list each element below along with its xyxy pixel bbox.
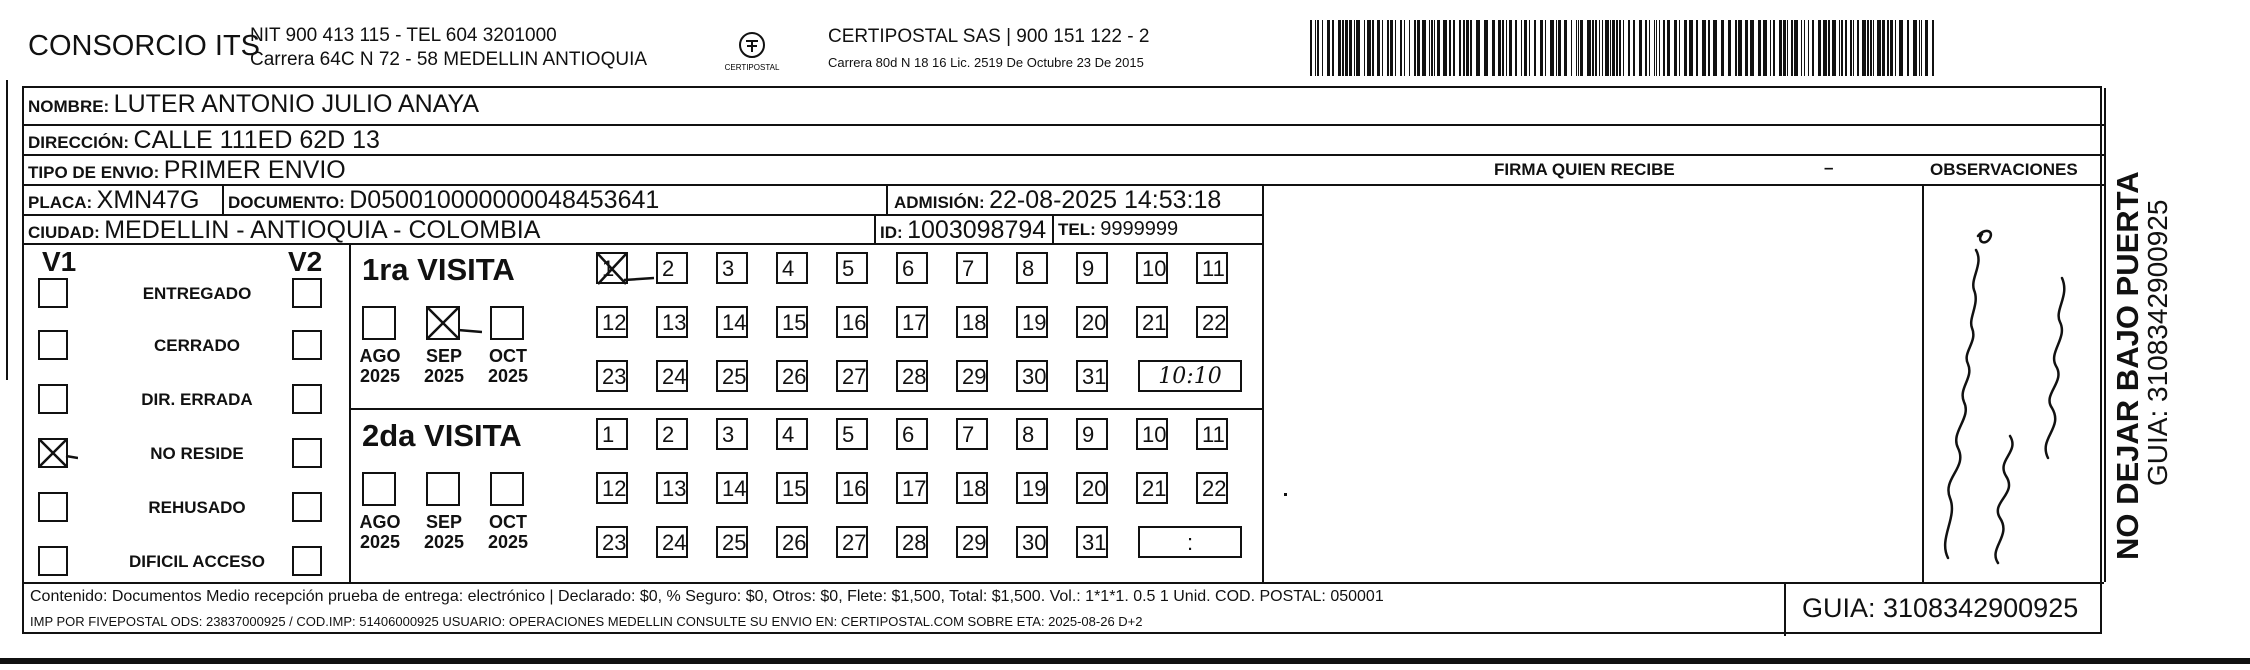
barcode-bar [1338,20,1341,76]
tipo-label: TIPO DE ENVIO: [28,163,160,182]
courier-license: Carrera 80d N 18 16 Lic. 2519 De Octubre 23 De 2015 [828,55,1144,70]
day-box[interactable]: 16 [836,306,868,338]
observaciones-handwriting [1928,218,2098,578]
v1-checkbox[interactable] [38,384,68,414]
barcode-bar [1633,20,1635,76]
barcode-bar [1310,20,1312,76]
day-box[interactable]: 22 [1196,306,1228,338]
barcode-bar [1345,20,1348,76]
barcode-bar [1818,20,1821,76]
day-box[interactable]: 5 [836,252,868,284]
month-name: AGO [359,346,401,366]
barcode-bar [1476,20,1480,76]
barcode-bar [1623,20,1624,76]
month-name: SEP [425,346,463,366]
visit2-title: 2da VISITA [362,418,522,453]
barcode-bar [1839,20,1840,76]
barcode-bar [1828,20,1830,76]
placa-label: PLACA: [28,193,93,212]
id-field [880,216,1046,245]
barcode-bar [1354,20,1355,76]
barcode-bar [1758,20,1761,76]
barcode-bar [1645,20,1647,76]
barcode-bar [1372,20,1374,76]
barcode-bar [1466,20,1469,76]
barcode-bar [1907,20,1909,76]
barcode-bar [1558,20,1561,76]
barcode-bar [1679,20,1680,76]
barcode-bar [1367,20,1371,76]
day-box[interactable]: 30 [1016,360,1048,392]
month-year: 2025 [359,366,401,386]
nombre-value: LUTER ANTONIO JULIO ANAYA [113,90,480,118]
barcode-bar [1612,20,1615,76]
barcode-bar [1696,20,1698,76]
barcode-bar [1728,20,1731,76]
day-box[interactable]: 1 [596,252,628,284]
barcode-bar [1702,20,1706,76]
barcode-bar [1377,20,1380,76]
month-label [358,512,402,552]
month-checkbox[interactable] [490,306,524,340]
day-box[interactable]: 29 [956,526,988,558]
day-box[interactable]: 15 [776,472,808,504]
barcode-bar [1654,20,1655,76]
day-box[interactable]: 23 [596,526,628,558]
barcode-bar [1791,20,1793,76]
month-checkbox[interactable] [362,306,396,340]
barcode-bar [1808,20,1809,76]
day-box[interactable]: 23 [596,360,628,392]
day-box[interactable]: 24 [656,360,688,392]
firma-dash: – [1824,158,1834,177]
courier-info [828,24,1149,76]
barcode-bar [1387,20,1389,76]
month-year: 2025 [423,366,465,386]
month-label [486,346,530,386]
day-box[interactable]: 14 [716,472,748,504]
day-box[interactable]: 31 [1076,360,1108,392]
firma-label: FIRMA QUIEN RECIBE [1494,160,1675,179]
day-box[interactable]: 25 [716,360,748,392]
direccion-label: DIRECCIÓN: [28,133,130,152]
barcode-bar [1364,20,1365,76]
barcode-bar [1395,20,1396,76]
v1-checkbox[interactable] [38,492,68,522]
barcode-bar [1470,20,1472,76]
v2-checkbox[interactable] [292,546,322,576]
day-box[interactable]: 6 [896,252,928,284]
placa-value: XMN47G [96,186,200,214]
barcode-bar [1404,20,1405,76]
day-box[interactable]: 5 [836,418,868,450]
barcode-bar [1315,20,1316,76]
time-box[interactable]: : [1138,526,1242,558]
barcode-bar [1619,20,1621,76]
day-box[interactable]: 7 [956,418,988,450]
admision-value: 22-08-2025 14:53:18 [989,186,1222,214]
month-year: 2025 [487,532,529,552]
status-label: NO RESIDE [150,444,244,463]
barcode-bar [1484,20,1488,76]
company-info [250,24,647,72]
barcode-bar [1437,20,1440,76]
footer-imp: IMP POR FIVEPOSTAL ODS: 23837000925 / COD.IMP: 51406000925 USUARIO: OPERACIONES MEDELLIN CONSULTE SU ENVIO EN: CERTIPOSTAL.COM SOBRE ETA: 2025-08-26 D+2 [30,614,1143,629]
footer-contenido: Contenido: Documentos Medio recepción prueba de entrega: electrónico | Declarado: $0, % Seguro: $0, Otros: $0, Flete: $1,500, Total: $1,500. Vol.: 1*1*1. 0.5 1 Unid. COD. POSTAL: 050001 [30,588,1384,605]
barcode-bar [1550,20,1554,76]
barcode-bar [1431,20,1433,76]
address-line: Carrera 64C N 72 - 58 MEDELLIN ANTIOQUIA [250,49,648,70]
ciudad-label: CIUDAD: [28,223,100,242]
month-label [422,512,466,552]
barcode-bar [1545,20,1546,76]
day-box[interactable]: 17 [896,472,928,504]
day-box[interactable]: 24 [656,526,688,558]
month-checkbox[interactable] [426,306,460,340]
barcode-bar [1862,20,1866,76]
barcode-bar [1390,20,1393,76]
month-checkbox[interactable] [362,472,396,506]
day-box[interactable]: 25 [716,526,748,558]
barcode-bar [1317,20,1319,76]
day-box[interactable]: 9 [1076,418,1108,450]
barcode-bar [1400,20,1402,76]
barcode-bar [1674,20,1677,76]
v1-label: V1 [42,246,77,277]
day-box[interactable]: 28 [896,526,928,558]
barcode-bar [1492,20,1495,76]
barcode-bar [1453,20,1455,76]
barcode-bar [1556,20,1557,76]
day-mark [594,250,656,293]
barcode-bar [1890,20,1893,76]
barcode-bar [1327,20,1330,76]
logo-caption: CERTIPOSTAL [724,63,780,72]
barcode-bar [1509,20,1512,76]
status-label: CERRADO [154,336,240,355]
direccion-field [28,126,380,155]
documento-field [228,186,659,215]
barcode-bar [1602,20,1603,76]
ciudad-field [28,216,540,245]
day-box[interactable]: 7 [956,252,988,284]
v2-label: V2 [288,246,323,277]
barcode-bar [1422,20,1426,76]
direccion-value: CALLE 111ED 62D 13 [133,126,380,154]
v1-checkbox[interactable] [38,438,68,468]
v2-checkbox[interactable] [292,438,322,468]
time-box[interactable]: 10:10 [1138,360,1242,392]
day-box[interactable]: 29 [956,360,988,392]
barcode-bar [1887,20,1889,76]
id-label: ID: [880,223,903,242]
day-box[interactable]: 9 [1076,252,1108,284]
month-name: OCT [489,512,527,532]
v1-checkbox[interactable] [38,546,68,576]
barcode-bar [1524,20,1527,76]
month-name: AGO [359,512,401,532]
day-box[interactable]: 26 [776,526,808,558]
day-box[interactable]: 13 [656,306,688,338]
barcode-bar [1899,20,1903,76]
barcode-bar [1870,20,1872,76]
barcode-bar [1429,20,1430,76]
barcode-bar [1850,20,1852,76]
month-year: 2025 [487,366,529,386]
month-name: SEP [425,512,463,532]
v2-checkbox[interactable] [292,330,322,360]
barcode-bar [1689,20,1693,76]
barcode-bar [1521,20,1522,76]
day-box[interactable]: 21 [1136,306,1168,338]
day-box[interactable]: 11 [1196,418,1228,450]
footer-guia: GUIA: 3108342900925 [1802,593,2079,623]
barcode-bar [1434,20,1435,76]
day-box[interactable]: 26 [776,360,808,392]
month-year: 2025 [423,532,465,552]
day-box[interactable]: 21 [1136,472,1168,504]
day-box[interactable]: 4 [776,418,808,450]
barcode-bar [1578,20,1579,76]
day-box[interactable]: 3 [716,252,748,284]
bottom-border [0,658,2250,664]
barcode-bar [1763,20,1767,76]
month-name: OCT [489,346,527,366]
barcode-bar [1605,20,1609,76]
month-label [358,346,402,386]
nit-line: NIT 900 413 115 - TEL 604 3201000 [250,25,557,46]
day-box[interactable]: 10 [1136,418,1168,450]
barcode-bar [1322,20,1323,76]
barcode-bar [1649,20,1650,76]
ciudad-value: MEDELLIN - ANTIOQUIA - COLOMBIA [104,216,541,244]
v2-checkbox[interactable] [292,492,322,522]
barcode-bar [1841,20,1843,76]
day-box[interactable]: 22 [1196,472,1228,504]
day-box[interactable]: 11 [1196,252,1228,284]
barcode-bar [1812,20,1814,76]
barcode-bar [1804,20,1805,76]
visit1-title: 1ra VISITA [362,252,515,287]
barcode-bar [1382,20,1383,76]
barcode-bar [1506,20,1507,76]
company-name: CONSORCIO ITS [28,30,261,62]
barcode-bar [1779,20,1782,76]
barcode-bar [1356,20,1360,76]
barcode-bar [1409,20,1410,76]
status-label: REHUSADO [148,498,246,517]
day-box[interactable]: 6 [896,418,928,450]
day-box[interactable]: 18 [956,306,988,338]
barcode-bar [1576,20,1577,76]
month-label [422,346,466,386]
day-box[interactable]: 15 [776,306,808,338]
documento-value: D050010000000048453641 [349,186,660,214]
day-box[interactable]: 28 [896,360,928,392]
barcode-bar [1414,20,1416,76]
day-box[interactable]: 16 [836,472,868,504]
barcode-bar [1443,20,1447,76]
barcode-bar [1794,20,1798,76]
barcode-bar [1595,20,1597,76]
barcode-bar [1529,20,1530,76]
day-box[interactable]: 10 [1136,252,1168,284]
tel-value: 9999999 [1100,218,1179,240]
side-warning: NO DEJAR BAJO PUERTA [2110,171,2145,560]
day-box[interactable]: 8 [1016,252,1048,284]
v1-checkbox[interactable] [38,330,68,360]
admision-label: ADMISIÓN: [894,193,985,212]
v2-checkbox[interactable] [292,278,322,308]
status-label: DIR. ERRADA [141,390,253,409]
barcode-bar [1564,20,1567,76]
barcode-bar [1882,20,1885,76]
barcode-bar [1332,20,1334,76]
placa-field [28,186,199,215]
tipo-field [28,156,346,185]
barcode-bar [1845,20,1847,76]
day-box[interactable]: 14 [716,306,748,338]
courier-line: CERTIPOSTAL SAS | 900 151 122 - 2 [828,26,1150,47]
barcode-bar [1459,20,1461,76]
day-box[interactable]: 31 [1076,526,1108,558]
barcode-bar [1867,20,1869,76]
id-value: 1003098794 [907,216,1047,244]
observaciones-label: OBSERVACIONES [1930,160,2078,179]
barcode-bar [1713,20,1717,76]
day-box[interactable]: 18 [956,472,988,504]
barcode-bar [1628,20,1630,76]
barcode-bar [1877,20,1881,76]
barcode-bar [1498,20,1501,76]
delivery-form [22,86,2102,634]
day-box[interactable]: 30 [1016,526,1048,558]
barcode-bar [1721,20,1724,76]
day-box[interactable]: 12 [596,306,628,338]
barcode-bar [1610,20,1611,76]
day-box[interactable]: 4 [776,252,808,284]
barcode-bar [1502,20,1504,76]
v1-checkbox[interactable] [38,278,68,308]
day-box[interactable]: 27 [836,526,868,558]
barcode-bar [1823,20,1827,76]
barcode-bar [1349,20,1352,76]
admision-field [894,186,1221,215]
barcode-bar [1932,20,1934,76]
barcode-bar [1592,20,1594,76]
barcode-bar [1616,20,1618,76]
day-box[interactable]: 12 [596,472,628,504]
month-year: 2025 [359,532,401,552]
month-label [486,512,530,552]
barcode [1308,20,1938,76]
barcode-bar [1895,20,1896,76]
side-guia: GUIA: 3108342900925 [2142,199,2173,486]
barcode-bar [1853,20,1854,76]
status-label: DIFICIL ACCESO [128,552,265,571]
day-box[interactable]: 27 [836,360,868,392]
barcode-bar [1534,20,1536,76]
status-label: ENTREGADO [142,284,252,303]
barcode-bar [1919,20,1920,76]
barcode-bar [1659,20,1660,76]
barcode-bar [1801,20,1802,76]
barcode-bar [1783,20,1786,76]
barcode-bar [1684,20,1687,76]
barcode-bar [1515,20,1517,76]
barcode-bar [1925,20,1928,76]
barcode-bar [1667,20,1670,76]
barcode-bar [1773,20,1775,76]
day-box[interactable]: 17 [896,306,928,338]
barcode-bar [1857,20,1859,76]
day-box[interactable]: 20 [1076,306,1108,338]
v2-checkbox[interactable] [292,384,322,414]
barcode-bar [1580,20,1583,76]
barcode-bar [1656,20,1657,76]
left-edge [6,80,8,380]
nombre-field [28,90,479,119]
barcode-bar [1639,20,1642,76]
tel-field [1058,218,1178,241]
barcode-bar [1913,20,1917,76]
barcode-bar [1921,20,1922,76]
nombre-label: NOMBRE: [28,97,110,116]
barcode-bar [1417,20,1420,76]
barcode-bar [1832,20,1836,76]
day-box[interactable]: 2 [656,252,688,284]
tipo-value: PRIMER ENVIO [163,156,346,184]
day-box[interactable]: 3 [716,418,748,450]
barcode-bar [1750,20,1754,76]
day-box[interactable]: 13 [656,472,688,504]
barcode-bar [1745,20,1748,76]
barcode-bar [1540,20,1543,76]
barcode-bar [1708,20,1710,76]
tel-label: TEL: [1058,220,1096,239]
barcode-bar [1770,20,1771,76]
barcode-bar [1342,20,1344,76]
barcode-bar [1787,20,1788,76]
month-checkbox[interactable] [426,472,460,506]
certipostal-logo [712,28,792,76]
barcode-bar [1738,20,1742,76]
documento-label: DOCUMENTO: [228,193,345,212]
barcode-bar [1587,20,1591,76]
barcode-bar [1873,20,1874,76]
day-box[interactable]: 20 [1076,472,1108,504]
barcode-bar [1463,20,1465,76]
day-box[interactable]: 19 [1016,306,1048,338]
day-box[interactable]: 8 [1016,418,1048,450]
month-checkbox[interactable] [490,472,524,506]
barcode-bar [1735,20,1737,76]
day-box[interactable]: 1 [596,418,628,450]
day-box[interactable]: 19 [1016,472,1048,504]
barcode-bar [1449,20,1451,76]
barcode-bar [1599,20,1600,76]
barcode-bar [1571,20,1572,76]
barcode-bar [1663,20,1665,76]
day-box[interactable]: 2 [656,418,688,450]
